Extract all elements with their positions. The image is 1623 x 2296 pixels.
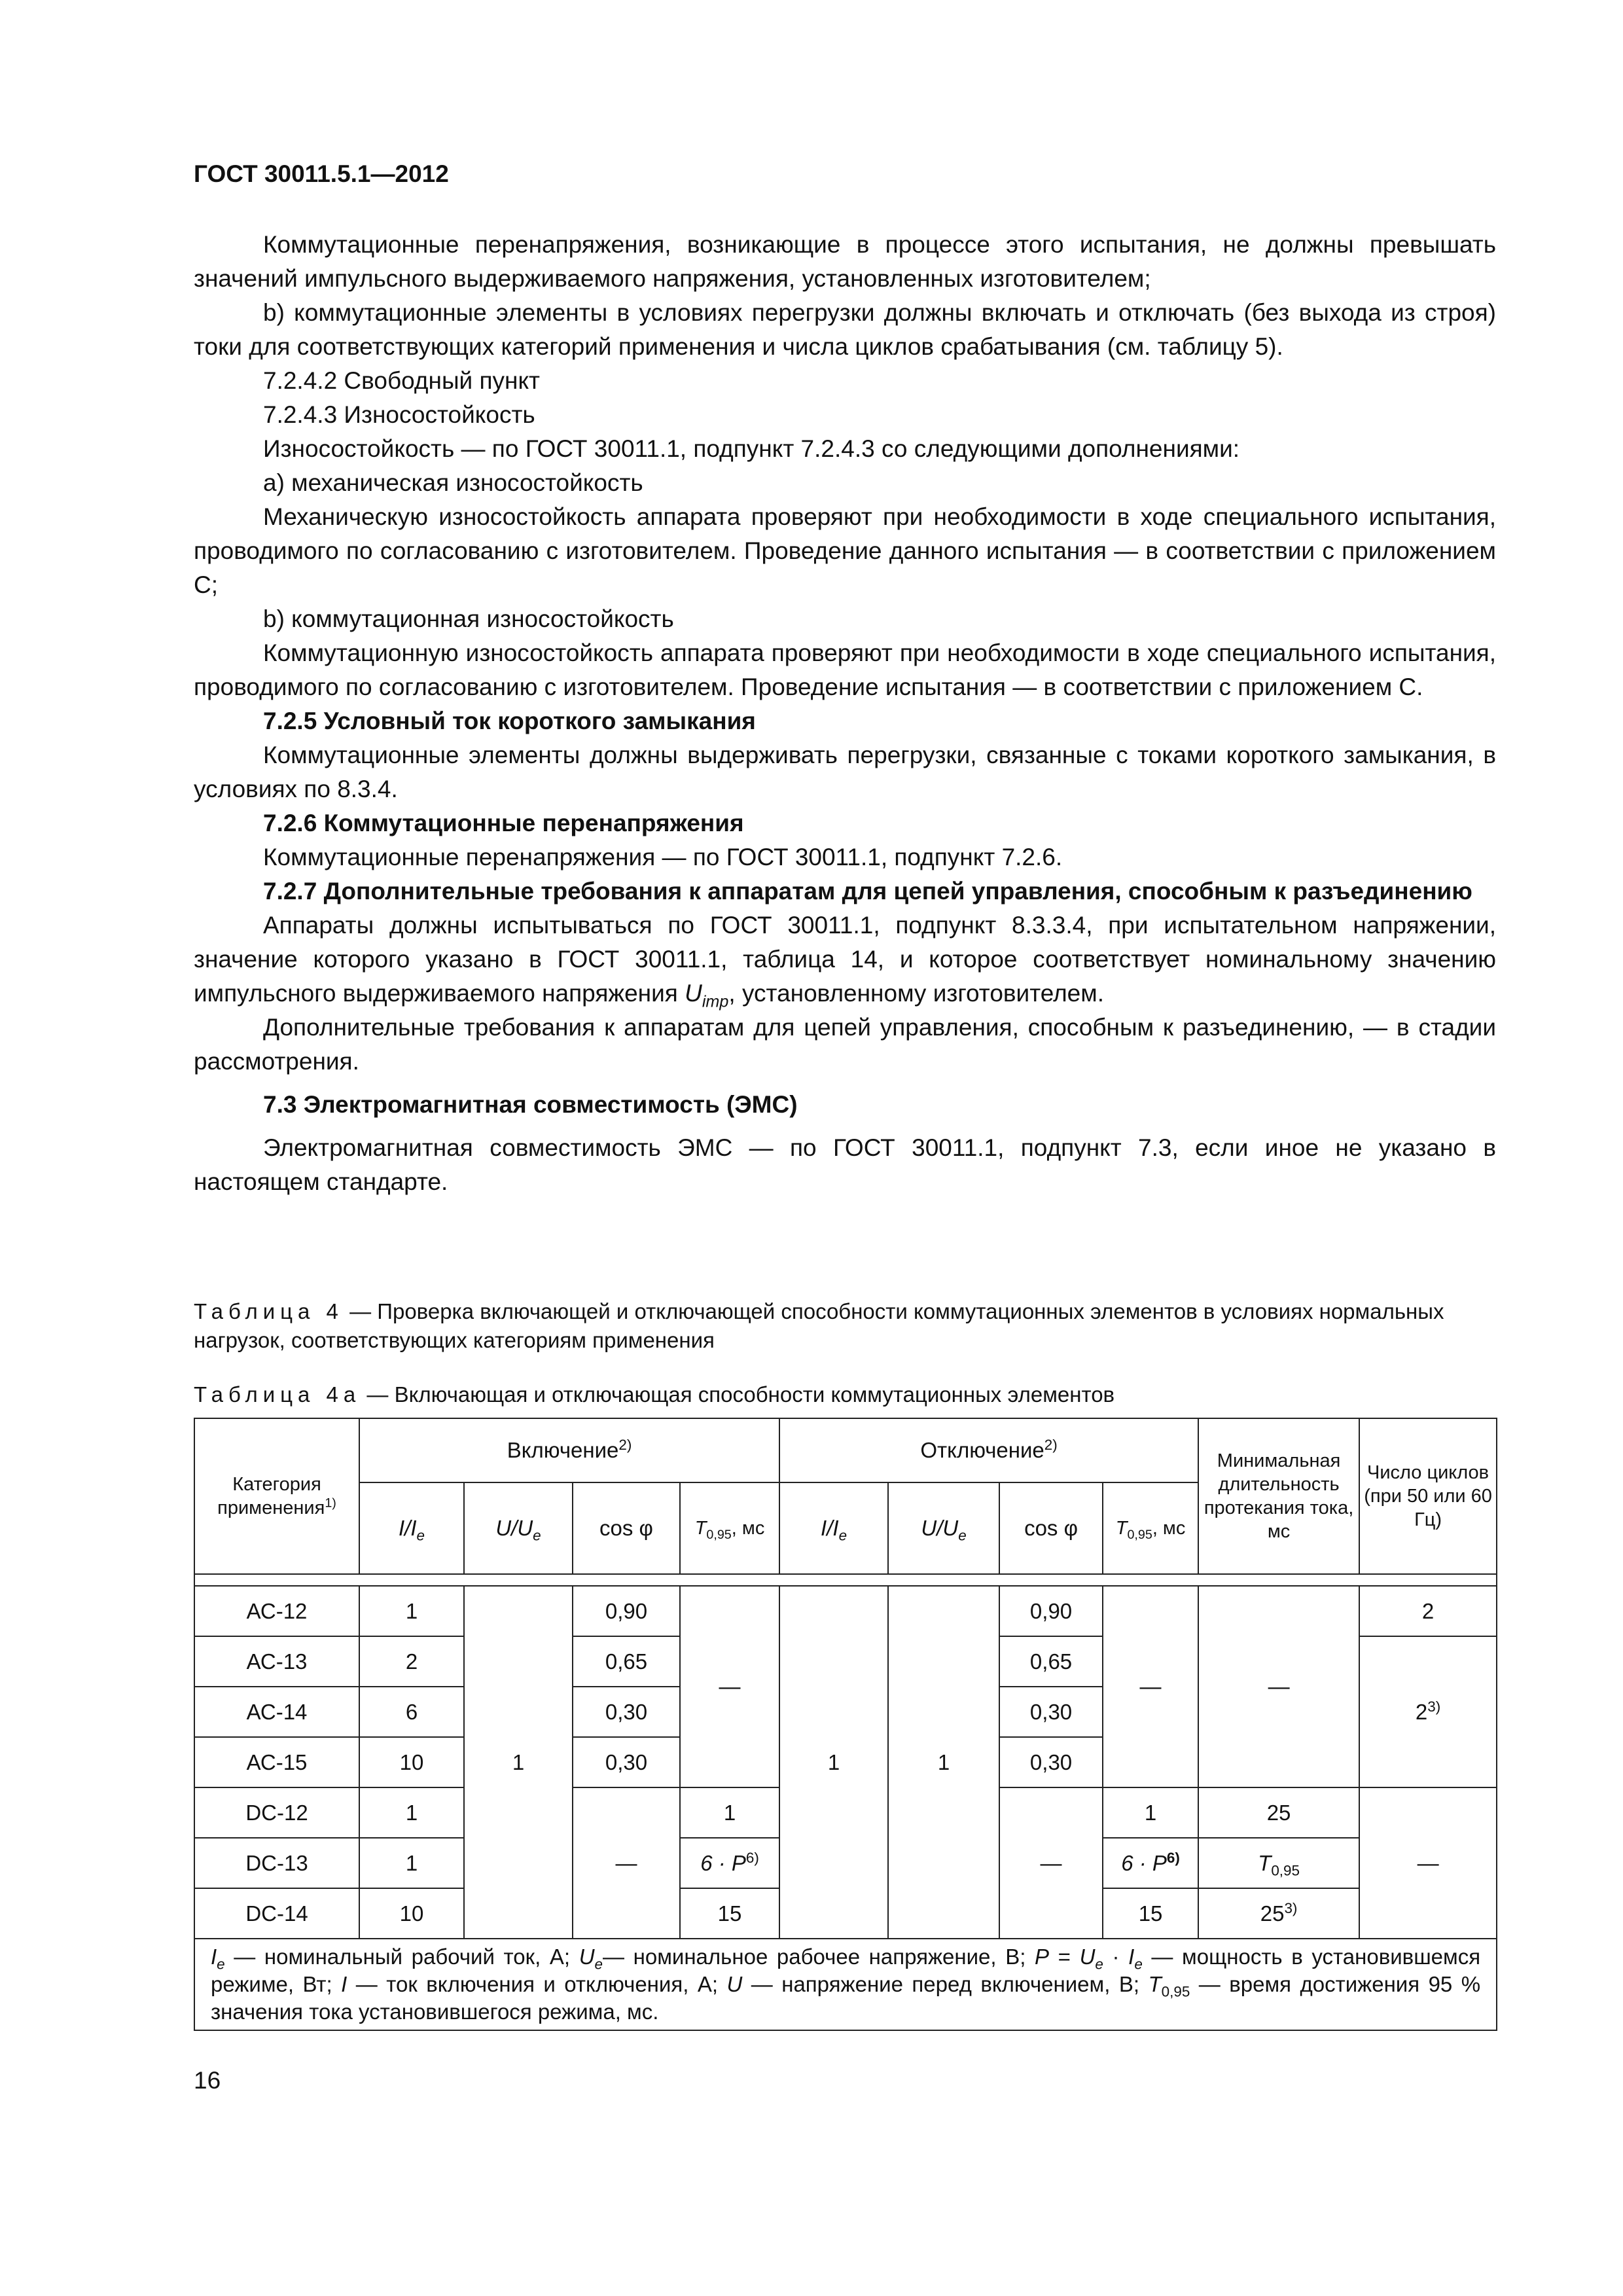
note-text: — номинальный рабочий ток, А; [224,1945,579,1969]
formula: 6 · P [700,1850,746,1875]
subscript: e [594,1956,603,1973]
subheader-voltage-ratio [464,1482,573,1574]
table-4a-caption [194,1380,1496,1409]
header-label: Включение [507,1438,619,1462]
category-cell: АС-14 [194,1687,359,1737]
paragraph: Коммутационные элементы должны выдерживать перегрузки, связанные с токами короткого замыкания, в условиях по 8.3.4. [194,742,1496,802]
caption-prefix: Таблица 4а [194,1382,361,1407]
on-current-cell: 6 [359,1687,464,1737]
body-text [194,228,1496,1199]
off-cos-cell: 0,90 [999,1586,1103,1636]
footnote-ref: 2) [618,1437,632,1453]
symbol: T [1258,1850,1272,1875]
cycles-cell: 2 [1359,1586,1497,1636]
on-current-cell: 1 [359,1787,464,1838]
min-duration-cell: 25 [1198,1787,1359,1838]
header-switch-off [779,1418,1198,1482]
footnote-ref: 3) [1427,1698,1441,1715]
symbol: I/I [821,1516,839,1540]
subscript: e [958,1527,967,1544]
min-duration-dash-cell: — [1198,1586,1359,1787]
document-header: ГОСТ 30011.5.1—2012 [194,160,449,187]
category-cell: АС-15 [194,1737,359,1787]
footnote-ref: 3) [1284,1899,1298,1916]
table-4-caption [194,1297,1496,1355]
on-cos-cell: 0,30 [573,1687,680,1737]
header-label: Отключение [920,1438,1044,1462]
off-time-cell: 15 [1103,1888,1198,1939]
note-text: — время достижения 95 % значения тока установившегося режима, мс. [211,1972,1481,2024]
subheader-current-ratio [359,1482,464,1574]
footnote-ref: 6) [745,1849,759,1866]
table-note [194,1939,1497,2030]
cycles-dash-cell: — [1359,1787,1497,1939]
header-label: Категория применения [217,1474,325,1518]
on-time-cell: 15 [680,1888,779,1939]
paragraph: b) коммутационные элементы в условиях перегрузки должны включать и отключать (без выхода из строя) токи для соответствующих категорий применения и числа циклов срабатывания (см. таблицу 5). [194,299,1496,360]
on-voltage-cell: 1 [464,1586,573,1939]
on-current-cell: 10 [359,1888,464,1939]
category-cell: АС-13 [194,1636,359,1687]
subscript: e [533,1527,541,1544]
subheader-voltage-ratio [888,1482,999,1574]
on-cos-dash-cell: — [573,1787,680,1939]
note-text: — мощность в установившемся режиме, Вт; [211,1945,1481,1996]
off-time-cell [1103,1838,1198,1888]
subscript: 0,95 [1271,1862,1300,1879]
section-heading: 7.3 Электромагнитная совместимость (ЭМС) [263,1091,798,1118]
paragraph: Коммутационную износостойкость аппарата проверяют при необходимости в ходе специального испытания, проводимого по согласованию с изготовителем. Проведение испытания — в соответствии с приложением С. [194,639,1496,700]
symbol: U [726,1972,743,1996]
paragraph: Механическую износостойкость аппарата проверяют при необходимости в ходе специального испытания, проводимого по согласованию с изготовителем. Проведение данного испытания — в соответствии с приложением С; [194,503,1496,598]
subheader-time-constant [1103,1482,1198,1574]
paragraph: Коммутационные перенапряжения — по ГОСТ 30011.1, подпункт 7.2.6. [263,844,1063,870]
symbol: I [341,1972,348,1996]
category-cell: DC-14 [194,1888,359,1939]
min-duration-cell [1198,1838,1359,1888]
note-text: = [1049,1945,1080,1969]
footnote-ref: 2) [1044,1437,1058,1453]
symbol: U/U [921,1516,959,1540]
subscript: e [217,1956,225,1973]
category-cell: DC-13 [194,1838,359,1888]
footnote-ref: 1) [325,1496,336,1511]
paragraph-text: Аппараты должны испытываться по ГОСТ 30011.1, подпункт 8.3.3.4, при испытательном напряжении, значение которого указано в ГОСТ 30011.1, таблица 14, и которое соответствует номинальному значению импульсного выдерживаемого напряжения [194,912,1496,1007]
subscript: imp [702,992,729,1011]
note-text: — ток включения и отключения, А; [347,1972,727,1996]
symbol: I [1128,1945,1135,1969]
table-note-row [194,1939,1497,2030]
section-heading: 7.2.6 Коммутационные перенапряжения [263,810,744,836]
off-voltage-cell: 1 [888,1586,999,1939]
caption-prefix: Таблица 4 [194,1299,344,1323]
on-cos-cell: 0,30 [573,1737,680,1787]
subscript: e [416,1527,425,1544]
unit: , мс [731,1518,765,1539]
symbol: I [211,1945,217,1969]
subscript: e [838,1527,847,1544]
clause-heading: 7.2.4.2 Свободный пункт [263,367,541,394]
header-min-duration: Минимальная длительность протекания тока, мс [1198,1418,1359,1574]
note-text: — напряжение перед включением, В; [742,1972,1149,1996]
subscript: e [1134,1956,1143,1973]
off-time-dash-cell: — [1103,1586,1198,1787]
symbol: U [685,980,702,1007]
paragraph: Электромагнитная совместимость ЭМС — по ГОСТ 30011.1, подпункт 7.3, если иное не указано в настоящем стандарте. [194,1134,1496,1195]
unit: , мс [1152,1518,1186,1539]
min-duration-cell [1198,1888,1359,1939]
off-time-cell: 1 [1103,1787,1198,1838]
note-text: · [1103,1945,1129,1969]
note-text: — номинальное рабочее напряжение, В; [603,1945,1035,1969]
symbol: I/I [399,1516,417,1540]
on-cos-cell: 0,65 [573,1636,680,1687]
symbol: U [579,1945,595,1969]
header-switch-on [359,1418,779,1482]
header-category [194,1418,359,1574]
header-separator [194,1574,1497,1586]
on-current-cell: 2 [359,1636,464,1687]
on-time-cell [680,1838,779,1888]
subheader-cos-phi: cos φ [573,1482,680,1574]
paragraph [194,908,1496,1011]
list-item: b) коммутационная износостойкость [263,605,674,632]
paragraph: Дополнительные требования к аппаратам для цепей управления, способным к разъединению, — в стадии рассмотрения. [194,1014,1496,1075]
symbol: T [694,1518,707,1539]
caption-text: — Включающая и отключающая способности коммутационных элементов [361,1382,1115,1407]
subheader-time-constant [680,1482,779,1574]
symbol: U/U [495,1516,533,1540]
subheader-current-ratio [779,1482,888,1574]
subscript: e [1095,1956,1103,1973]
caption-text: — Проверка включающей и отключающей способности коммутационных элементов в условиях нормальных нагрузок, соответствующих категориям применения [194,1299,1444,1352]
on-current-cell: 1 [359,1586,464,1636]
paragraph: Износостойкость — по ГОСТ 30011.1, подпункт 7.2.4.3 со следующими дополнениями: [263,435,1240,462]
on-current-cell: 10 [359,1737,464,1787]
paragraph-text: , установленному изготовителем. [728,980,1104,1007]
footnote-ref: 6) [1166,1849,1180,1866]
subscript: 0,95 [706,1527,732,1542]
clause-heading: 7.2.4.3 Износостойкость [263,401,535,428]
category-cell: DC-12 [194,1787,359,1838]
off-cos-cell: 0,30 [999,1737,1103,1787]
table-4a [194,1418,1497,2031]
section-heading: 7.2.5 Условный ток короткого замыкания [263,708,756,734]
table-row [194,1586,1497,1636]
subscript: 0,95 [1127,1527,1152,1542]
symbol: T [1115,1518,1128,1539]
category-cell: АС-12 [194,1586,359,1636]
page-number: 16 [194,2067,221,2094]
off-cos-dash-cell: — [999,1787,1103,1939]
paragraph: Коммутационные перенапряжения, возникающие в процессе этого испытания, не должны превышать значений импульсного выдерживаемого напряжения, установленных изготовителем; [194,231,1496,292]
on-cos-cell: 0,90 [573,1586,680,1636]
min-value: 25 [1260,1901,1285,1926]
section-heading: 7.2.7 Дополнительные требования к аппаратам для цепей управления, способным к разъединению [263,878,1472,905]
symbol: U [1079,1945,1096,1969]
cycles-cell [1359,1636,1497,1787]
symbol: T [1148,1972,1162,1996]
list-item: а) механическая износостойкость [263,469,643,496]
subscript: 0,95 [1161,1983,1190,2000]
symbol: P [1035,1945,1050,1969]
off-cos-cell: 0,30 [999,1687,1103,1737]
off-cos-cell: 0,65 [999,1636,1103,1687]
off-current-cell: 1 [779,1586,888,1939]
formula: 6 · P [1121,1850,1167,1875]
on-time-dash-cell: — [680,1586,779,1787]
cycles-value: 2 [1415,1699,1428,1724]
subheader-cos-phi: cos φ [999,1482,1103,1574]
on-current-cell: 1 [359,1838,464,1888]
on-time-cell: 1 [680,1787,779,1838]
header-cycles: Число циклов (при 50 или 60 Гц) [1359,1418,1497,1574]
